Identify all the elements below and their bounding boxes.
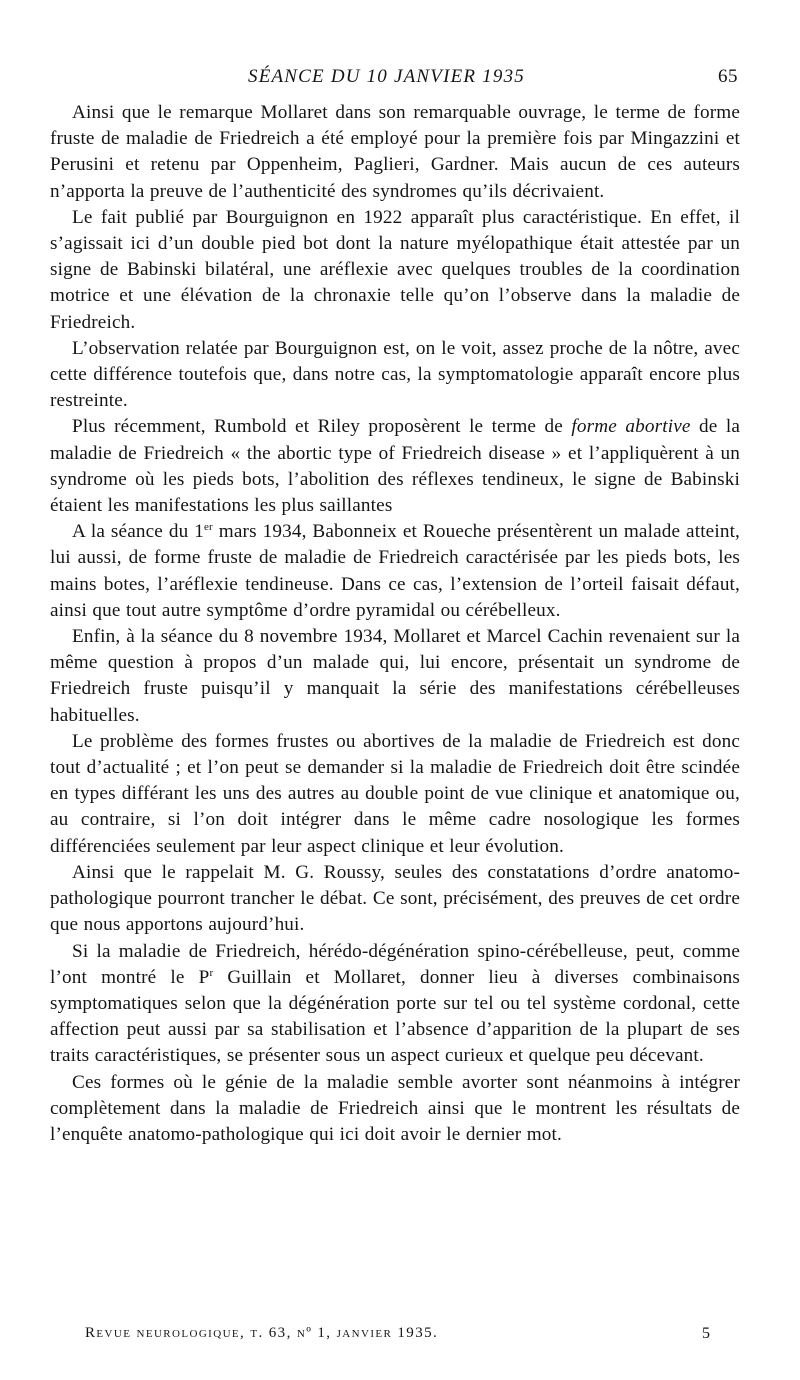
- page-footer: [85, 1325, 710, 1349]
- page-header: [0, 66, 800, 90]
- paragraph: Ces formes où le génie de la maladie semble avorter sont néanmoins à intégrer complètement dans la maladie de Friedreich ainsi que le montrent les résultats de l’enquête anatomo-pathologique qui ici doit avoir le dernier mot.: [50, 1071, 740, 1145]
- running-head: SÉANCE DU 10 JANVIER 1935: [248, 66, 525, 87]
- paragraph-text: A la séance du 1: [72, 521, 205, 543]
- superscript: r: [209, 966, 214, 979]
- italic-term: forme abortive: [571, 416, 691, 438]
- paragraph: Le problème des formes frustes ou abortives de la maladie de Friedreich est donc tout d’actualité ; et l’on peut se demander si la maladie de Friedreich doit être scindée en types différant les uns des autres au double point de vue clinique et anatomique ou, au contraire, si l’on doit intégrer dans le même cadre nosologique les formes différenciées seulement par leur aspect clinique et leur évolution.: [50, 730, 740, 857]
- signature-mark: 5: [702, 1325, 710, 1342]
- paragraph-text: de la maladie de Friedreich « the abortic type of Friedreich disease » et l’appliquèrent à un syndrome où les pieds bots, l’abolition des réflexes tendineux, le signe de Babinski étaient les manifestations les plus saillantes: [50, 416, 740, 517]
- journal-citation: Revue neurologique, t. 63, nº 1, janvier 1935.: [85, 1325, 439, 1341]
- paragraph-text: Guillain et Mollaret, donner lieu à diverses combinaisons symptomatiques selon que la dégénération porte sur tel ou tel système cordonal, cette affection peut aussi par sa stabilisation et l’absence d’apparition de la plupart de ses traits caractéristiques, se présenter sous un aspect curieux et quelque peu décevant.: [50, 966, 740, 1067]
- paragraph: Ainsi que le rappelait M. G. Roussy, seules des constatations d’ordre anatomo-pathologique pourront trancher le débat. Ce sont, précisément, des preuves de cet ordre que nous apportons aujourd’hui.: [50, 861, 740, 936]
- paragraph: Le fait publié par Bourguignon en 1922 apparaît plus caractéristique. En effet, il s’agissait ici d’un double pied bot dont la nature myélopathique était attestée par un signe de Babinski bilatéral, une aréflexie avec quelques troubles de la coordination motrice et une élévation de la chronaxie telle qu’on l’observe dans la maladie de Friedreich.: [50, 206, 740, 333]
- paragraph-text: mars 1934, Babonneix et Roueche présentèrent un malade atteint, lui aussi, de forme fruste de maladie de Friedreich caractérisée par les pieds bots, les mains botes, l’aréflexie tendineuse. Dans ce cas, l’extension de l’orteil faisait défaut, ainsi que tout autre symptôme d’ordre pyramidal ou cérébelleux.: [50, 521, 741, 621]
- paragraph: [50, 519, 740, 624]
- paragraph: Enfin, à la séance du 8 novembre 1934, Mollaret et Marcel Cachin revenaient sur la même question à propos d’un malade qui, lui encore, présentait un syndrome de Friedreich fruste puisqu’il y manquait la série des manifestations cérébelleuses habituelles.: [50, 626, 740, 726]
- body-text: [50, 100, 740, 1148]
- page-number: 65: [718, 66, 738, 87]
- paragraph-text: Si la maladie de Friedreich, hérédo-dégénération spino-cérébelleuse, peut, comme l’ont montré le P: [50, 940, 740, 988]
- paragraph: L’observation relatée par Bourguignon est, on le voit, assez proche de la nôtre, avec cette différence toutefois que, dans notre cas, la symptomatologie apparaît encore plus restreinte.: [50, 337, 740, 412]
- superscript: er: [204, 521, 213, 534]
- paragraph: [50, 939, 740, 1070]
- paragraph: [50, 414, 740, 519]
- paragraph: Ainsi que le remarque Mollaret dans son remarquable ouvrage, le terme de forme fruste de maladie de Friedreich a été employé pour la première fois par Mingazzini et Perusini et retenu par Oppenheim, Paglieri, Gardner. Mais aucun de ces auteurs n’apporta la preuve de l’authenticité des syndromes qu’ils décrivaient.: [50, 102, 740, 202]
- paragraph-text: Plus récemment, Rumbold et Riley proposèrent le terme de: [72, 416, 572, 438]
